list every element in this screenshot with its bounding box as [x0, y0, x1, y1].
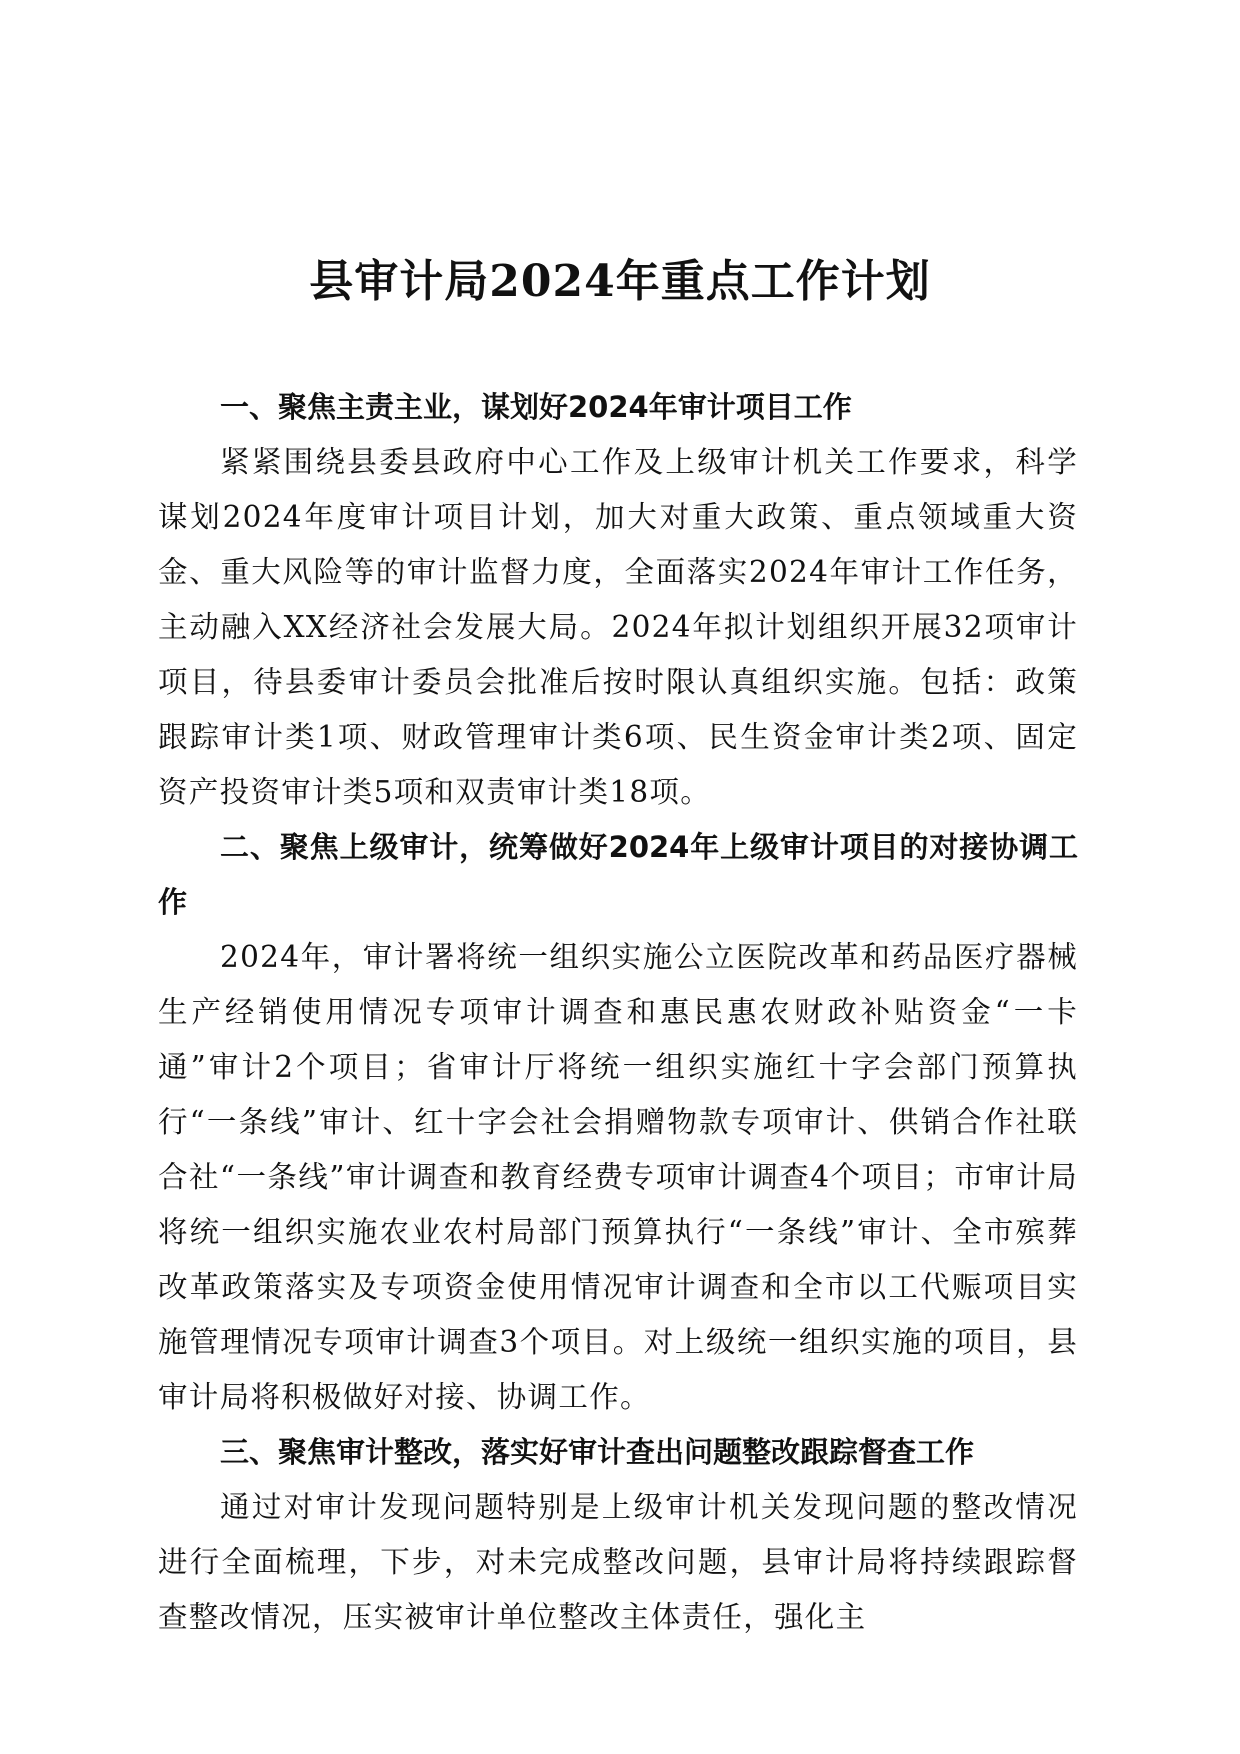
section-heading-1: 一、聚焦主责主业，谋划好2024年审计项目工作	[220, 390, 852, 424]
section-paragraph-3: 通过对审计发现问题特别是上级审计机关发现问题的整改情况进行全面梳理，下步，对未完成整改问题，县审计局将持续跟踪督查整改情况，压实被审计单位整改主体责任，强化主	[158, 1490, 1078, 1634]
section-heading-3: 三、聚焦审计整改，落实好审计查出问题整改跟踪督查工作	[220, 1435, 975, 1469]
document-title: 县审计局2024年重点工作计划	[309, 256, 931, 307]
section-paragraph-2: 2024年，审计署将统一组织实施公立医院改革和药品医疗器械生产经销使用情况专项审计调查和惠民惠农财政补贴资金“一卡通”审计2个项目；省审计厅将统一组织实施红十字会部门预算执行“一条线”审计、红十字会社会捐赠物款专项审计、供销合作社联合社“一条线”审计调查和教育经费专项审计调查4个项目；市审计局将统一组织实施农业农村局部门预算执行“一条线”审计、全市殡葬改革政策落实及专项资金使用情况审计调查和全市以工代赈项目实施管理情况专项审计调查3个项目。对上级统一组织实施的项目，县审计局将积极做好对接、协调工作。	[158, 940, 1078, 1414]
section-paragraph-1: 紧紧围绕县委县政府中心工作及上级审计机关工作要求，科学谋划2024年度审计项目计划，加大对重大政策、重点领域重大资金、重大风险等的审计监督力度，全面落实2024年审计工作任务，主动融入XX经济社会发展大局。2024年拟计划组织开展32项审计项目，待县委审计委员会批准后按时限认真组织实施。包括：政策跟踪审计类1项、财政管理审计类6项、民生资金审计类2项、固定资产投资审计类5项和双责审计类18项。	[158, 445, 1078, 809]
document-body	[158, 380, 1078, 1645]
section-heading-2: 二、聚焦上级审计，统筹做好2024年上级审计项目的对接协调工作	[158, 830, 1078, 919]
